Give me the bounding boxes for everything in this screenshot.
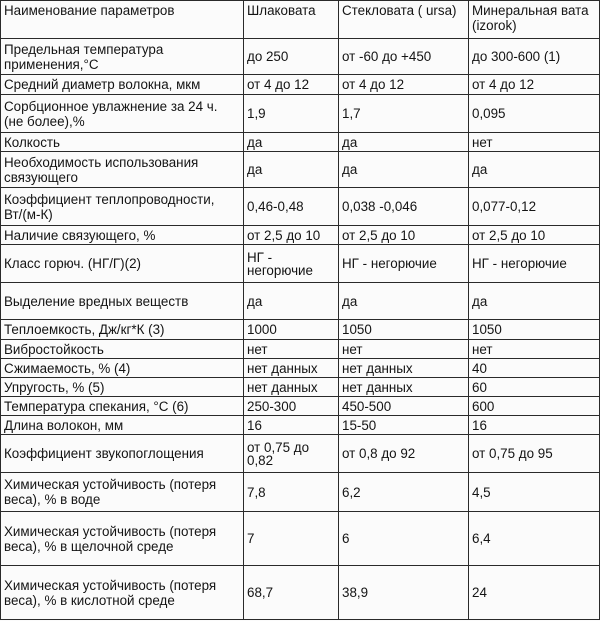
param-cell: Средний диаметр волокна, мкм: [1, 75, 244, 95]
slag-cell: 0,46-0,48: [244, 188, 339, 226]
mineral-cell: да: [469, 152, 600, 188]
param-cell: Химическая устойчивость (потеря веса), % в кислотной среде: [1, 566, 244, 620]
glass-cell: 38,9: [339, 566, 469, 620]
slag-cell: 1,9: [244, 95, 339, 133]
mineral-cell: НГ - негорючие: [469, 245, 600, 283]
param-cell: Колкость: [1, 133, 244, 152]
slag-cell: да: [244, 283, 339, 320]
slag-cell: 250-300: [244, 397, 339, 416]
param-cell: Температура спекания, °С (6): [1, 397, 244, 416]
glass-cell: 6,2: [339, 473, 469, 512]
param-cell: Класс горюч. (НГ/Г)(2): [1, 245, 244, 283]
param-cell: Предельная температура применения,°С: [1, 39, 244, 75]
param-cell: Выделение вредных веществ: [1, 283, 244, 320]
glass-cell: от -60 до +450: [339, 39, 469, 75]
mineral-cell: от 2,5 до 10: [469, 226, 600, 245]
mineral-cell: 1050: [469, 320, 600, 340]
table-row: [1, 378, 600, 397]
slag-cell: нет данных: [244, 359, 339, 378]
glass-cell: 1050: [339, 320, 469, 340]
table-row: [1, 397, 600, 416]
slag-cell: 68,7: [244, 566, 339, 620]
table-row: [1, 320, 600, 340]
param-cell: Коэффициент звукопоглощения: [1, 435, 244, 473]
mineral-cell: от 4 до 12: [469, 75, 600, 95]
table-row: [1, 75, 600, 95]
table-row: [1, 152, 600, 188]
table-row: [1, 359, 600, 378]
table-row: [1, 473, 600, 512]
mineral-cell: 16: [469, 416, 600, 435]
glass-cell: 0,038 -0,046: [339, 188, 469, 226]
mineral-cell: 40: [469, 359, 600, 378]
glass-cell: от 0,8 до 92: [339, 435, 469, 473]
slag-cell: 7: [244, 512, 339, 566]
param-cell: Вибростойкость: [1, 340, 244, 359]
slag-cell: 16: [244, 416, 339, 435]
table-row: [1, 245, 600, 283]
mineral-cell: 24: [469, 566, 600, 620]
mineral-cell: до 300-600 (1): [469, 39, 600, 75]
table-row: [1, 435, 600, 473]
table-row: [1, 512, 600, 566]
slag-cell: НГ - негорючие: [244, 245, 339, 283]
mineral-cell: нет: [469, 133, 600, 152]
slag-cell: да: [244, 152, 339, 188]
slag-cell: от 2,5 до 10: [244, 226, 339, 245]
slag-cell: да: [244, 133, 339, 152]
param-cell: Сжимаемость, % (4): [1, 359, 244, 378]
glass-cell: 6: [339, 512, 469, 566]
table-row: [1, 340, 600, 359]
slag-cell: до 250: [244, 39, 339, 75]
param-cell: Химическая устойчивость (потеря веса), % в щелочной среде: [1, 512, 244, 566]
table-row: [1, 133, 600, 152]
table-row: [1, 283, 600, 320]
slag-cell: 7,8: [244, 473, 339, 512]
table-row: [1, 39, 600, 75]
param-cell: Сорбционное увлажнение за 24 ч. (не более),%: [1, 95, 244, 133]
slag-cell: от 4 до 12: [244, 75, 339, 95]
table-header-row: [1, 1, 600, 39]
glass-cell: от 2,5 до 10: [339, 226, 469, 245]
param-cell: Длина волокон, мм: [1, 416, 244, 435]
glass-cell: 1,7: [339, 95, 469, 133]
param-cell: Необходимость использования связующего: [1, 152, 244, 188]
mineral-cell: 0,095: [469, 95, 600, 133]
glass-cell: НГ - негорючие: [339, 245, 469, 283]
mineral-cell: да: [469, 283, 600, 320]
table-row: [1, 95, 600, 133]
mineral-cell: 0,077-0,12: [469, 188, 600, 226]
glass-cell: 15-50: [339, 416, 469, 435]
mineral-cell: нет: [469, 340, 600, 359]
glass-cell: да: [339, 133, 469, 152]
slag-cell: 1000: [244, 320, 339, 340]
param-cell: Коэффициент теплопроводности, Вт/(м-К): [1, 188, 244, 226]
header-glass-wool: Стекловата ( ursa): [339, 1, 469, 39]
param-cell: Упругость, % (5): [1, 378, 244, 397]
slag-cell: нет данных: [244, 378, 339, 397]
glass-cell: 450-500: [339, 397, 469, 416]
glass-cell: нет данных: [339, 359, 469, 378]
param-cell: Наличие связующего, %: [1, 226, 244, 245]
glass-cell: нет: [339, 340, 469, 359]
table-row: [1, 416, 600, 435]
table-row: [1, 226, 600, 245]
glass-cell: да: [339, 283, 469, 320]
mineral-cell: 600: [469, 397, 600, 416]
mineral-cell: 4,5: [469, 473, 600, 512]
header-parameter: Наименование параметров: [1, 1, 244, 39]
glass-cell: нет данных: [339, 378, 469, 397]
header-mineral-wool: Минеральная вата (izorok): [469, 1, 600, 39]
mineral-cell: 60: [469, 378, 600, 397]
glass-cell: да: [339, 152, 469, 188]
glass-cell: от 4 до 12: [339, 75, 469, 95]
mineral-cell: 6,4: [469, 512, 600, 566]
table-row: [1, 566, 600, 620]
slag-cell: нет: [244, 340, 339, 359]
param-cell: Теплоемкость, Дж/кг*К (3): [1, 320, 244, 340]
mineral-cell: от 0,75 до 95: [469, 435, 600, 473]
slag-cell: от 0,75 до 0,82: [244, 435, 339, 473]
header-slag-wool: Шлаковата: [244, 1, 339, 39]
param-cell: Химическая устойчивость (потеря веса), % в воде: [1, 473, 244, 512]
table-row: [1, 188, 600, 226]
